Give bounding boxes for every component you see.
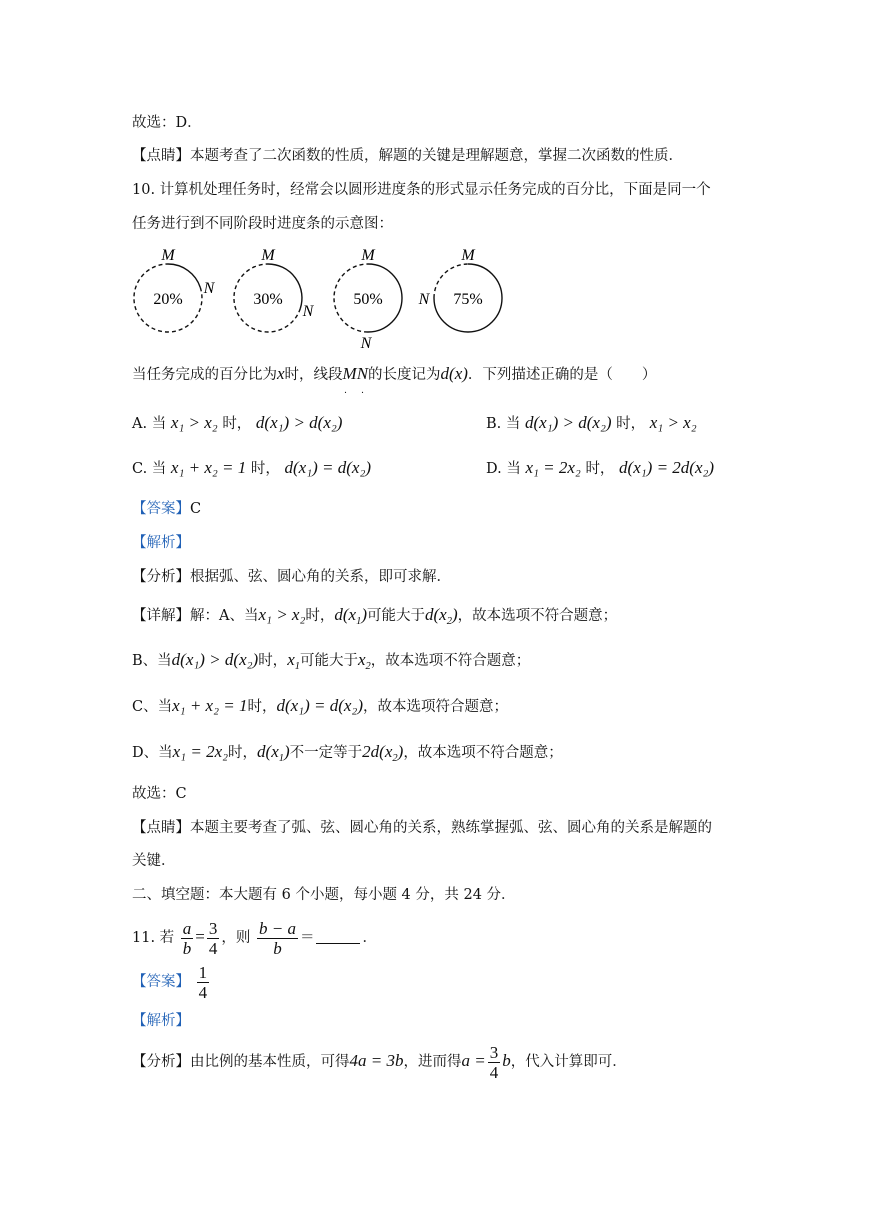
analysis-line: 【分析】根据弧、弦、圆心角的关系，即可求解． [132,569,451,585]
circle-1-n: N [203,280,215,297]
section-2-heading: 二、填空题：本大题有 6 个小题，每小题 4 分，共 24 分． [132,887,516,903]
circle-4-percent: 75% [453,291,483,308]
circle-2-m: M [261,247,275,264]
circle-1-m: M [161,247,175,264]
circle-2-percent: 30% [253,291,283,308]
answer-line-2: 【答案】 $\frac{1}{4}$ [132,962,208,1002]
comment-tag: 【点睛】 [132,148,190,164]
option-a[interactable]: A. 当 x₁ > x₂ 时， d(x₁) > d(x₂) [132,413,343,432]
question-11: 11. 若 $\frac{a}{b}$ = $\frac{3}{4}$ ，则 $\frac{b - a}{b}$ ＝ ． [132,918,377,958]
comment-line-2: 【点睛】本题主要考查了弧、弦、圆心角的关系，熟练掌握弧、弦、圆心角的关系是解题的 [132,820,712,836]
circle-4-m: M [461,247,475,264]
option-c[interactable]: C. 当 x₁ + x₂ = 1 时， d(x₁) = d(x₂) [132,458,372,477]
answer-line [132,499,201,519]
comment-line-2-end: 关键． [132,853,176,869]
answer-value: C [190,501,202,517]
progress-circle-20 [134,247,216,332]
question-10-stem: 当任务完成的百分比为x时，线段MN . .的长度记为d(x)．下列描述正确的是（ ） [132,364,656,385]
detail-b: B、当d(x₁) > d(x₂)时，$x_1$可能大于$x_2$，故本选项不符合题意； [132,650,531,672]
circle-4-n: N [418,291,430,308]
comment-line [132,146,683,166]
analysis-heading: 【解析】 [132,535,190,551]
circle-2-n: N [302,303,314,320]
answer-blank[interactable] [316,943,360,944]
progress-circles-figure [128,244,528,354]
comment-text: 本题考查了二次函数的性质，解题的关键是理解题意，掌握二次函数的性质． [190,148,683,164]
detail-d: D、当x₁ = 2x₂时，$d(x_1)$不一定等于$2d(x_2)$，故本选项不符合题意； [132,742,563,764]
segment-mn: MN . . [343,364,369,383]
progress-circle-50 [334,247,402,352]
progress-circle-75 [418,247,502,332]
detail-c: C、当x₁ + x₂ = 1时，d(x₁) = d(x₂)，故本选项符合题意； [132,696,508,715]
choice-conclusion: 故选：D． [132,115,202,131]
var-x: x [277,364,285,383]
progress-circle-30 [234,247,315,332]
question-10-line-1: 10. 计算机处理任务时，经常会以圆形进度条的形式显示任务完成的百分比，下面是同一个 [132,182,711,198]
d-of-x: d(x) [440,364,468,383]
circle-3-m: M [361,247,375,264]
circle-3-n: N [360,335,372,352]
option-b[interactable]: B. 当 d(x₁) > d(x₂) 时， x₁ > x₂ [486,413,697,432]
question-10-line-2: 任务进行到不同阶段时进度条的示意图： [132,216,393,232]
analysis-heading-2: 【解析】 [132,1013,190,1029]
circle-3-percent: 50% [353,291,383,308]
choice-conclusion-2: 故选：C [132,786,187,802]
circle-1-percent: 20% [153,291,183,308]
detail-a: 【详解】解：A、当x₁ > x₂时，$d(x_1)$可能大于$d(x_2)$，故本选项不符合题意； [132,605,618,627]
analysis-line-2: 【分析】由比例的基本性质，可得4a = 3b，进而得a = $\frac{3}{4}$ b，代入计算即可． [132,1042,627,1082]
option-d[interactable]: D. 当 x₁ = 2x₂ 时， d(x₁) = 2d(x₂) [486,458,715,477]
answer-tag: 【答案】 [132,501,190,517]
